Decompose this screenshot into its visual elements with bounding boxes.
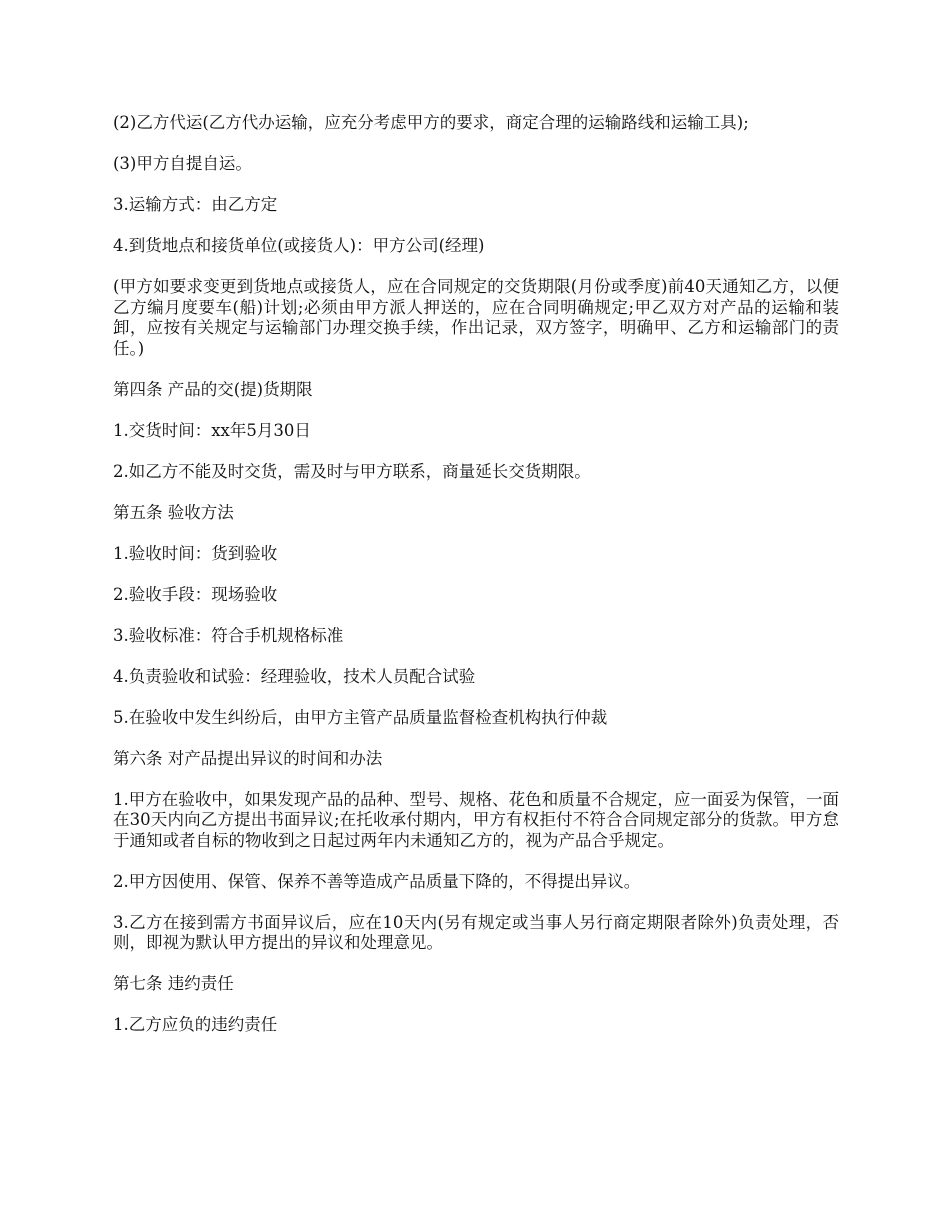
paragraph-transport-method: 3.运输方式：由乙方定 — [113, 195, 278, 214]
paragraph-inspection-responsibility: 4.负责验收和试验：经理验收，技术人员配合试验 — [113, 666, 476, 686]
paragraph-inspection-means: 2.验收手段：现场验收 — [113, 584, 278, 604]
paragraph-inspection-time: 1.验收时间：货到验收 — [113, 543, 278, 563]
section-heading-article-6: 第六条 对产品提出异议的时间和办法 — [113, 748, 383, 768]
paragraph-delivery-time: 1.交货时间：xx年5月30日 — [113, 420, 311, 440]
section-heading-article-7: 第七条 违约责任 — [113, 974, 234, 993]
paragraph-delivery-location: 4.到货地点和接货单位(或接货人)：甲方公司(经理) — [113, 236, 485, 255]
paragraph-liability-seller: 1.乙方应负的违约责任 — [113, 1015, 278, 1034]
paragraph-inspection-standard: 3.验收标准：符合手机规格标准 — [113, 625, 344, 645]
paragraph-inspection-dispute: 5.在验收中发生纠纷后，由甲方主管产品质量监督检查机构执行仲裁 — [113, 707, 608, 727]
paragraph-self-pickup: (3)甲方自提自运。 — [113, 154, 252, 173]
section-heading-article-4: 第四条 产品的交(提)货期限 — [113, 379, 313, 399]
section-heading-article-5: 第五条 验收方法 — [113, 502, 234, 522]
document-body — [113, 113, 839, 1056]
paragraph-delivery-delay: 2.如乙方不能及时交货，需及时与甲方联系，商量延长交货期限。 — [113, 461, 591, 481]
paragraph-transport-agent: (2)乙方代运(乙方代办运输，应充分考虑甲方的要求，商定合理的运输路线和运输工具); — [113, 113, 749, 132]
paragraph-objection-exclusion: 2.甲方因使用、保管、保养不善等造成产品质量下降的，不得提出异议。 — [113, 871, 641, 891]
paragraph-objection-procedure: 1.甲方在验收中，如果发现产品的品种、型号、规格、花色和质量不合规定，应一面妥为保管，一面在30天内向乙方提出书面异议;在托收承付期内，甲方有权拒付不符合合同规定部分的货款。甲方怠于通知或者自标的物收到之日起过两年内未通知乙方的，视为产品合乎规定。 — [113, 789, 839, 850]
paragraph-delivery-change-note: (甲方如要求变更到货地点或接货人，应在合同规定的交货期限(月份或季度)前40天通知乙方，以便乙方编月度要车(船)计划;必须由甲方派人押送的，应在合同明确规定;甲乙双方对产品的运输和装卸，应按有关规定与运输部门办理交换手续，作出记录，双方签字，明确甲、乙方和运输部门的责任。) — [113, 277, 839, 358]
paragraph-objection-handling: 3.乙方在接到需方书面异议后，应在10天内(另有规定或当事人另行商定期限者除外)负责处理，否则，即视为默认甲方提出的异议和处理意见。 — [113, 912, 839, 952]
